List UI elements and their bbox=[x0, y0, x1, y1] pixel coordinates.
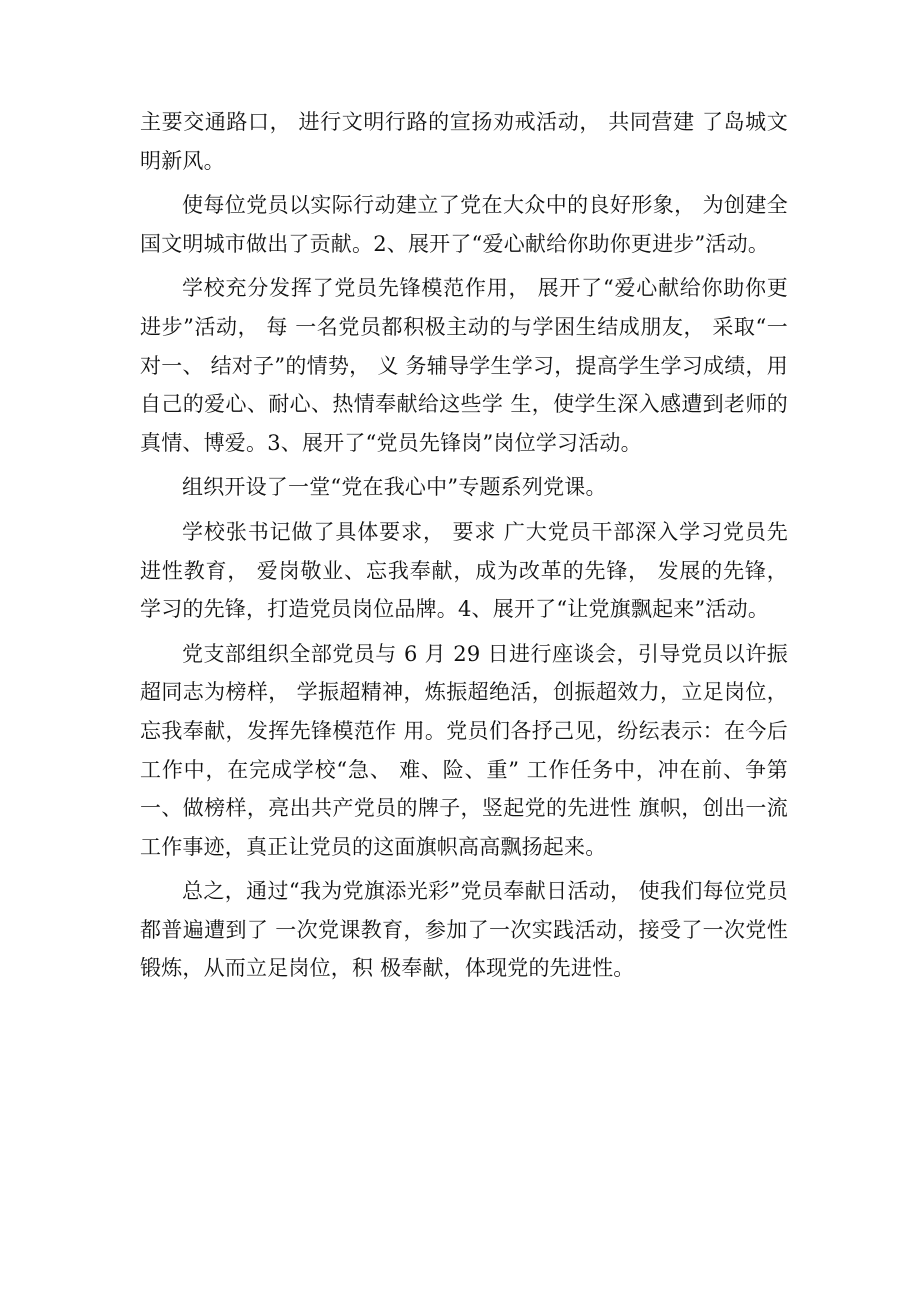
paragraph-3: 学校充分发挥了党员先锋模范作用， 展开了“爱心献给你助你更进步”活动， 每 一名党员都积极主动的与学困生结成朋友， 采取“一对一、 结对子”的情势， 义 务辅导学生学习，提高学生学习成绩，用自己的爱心、耐心、热情奉献给这些学 生，使学生深入感遭到老师的真情、博爱。3、展开了“党员先锋岗”岗位学习活动。 bbox=[140, 276, 788, 455]
paragraph-5: 学校张书记做了具体要求， 要求 广大党员干部深入学习党员先进性教育， 爱岗敬业、忘我奉献，成为改革的先锋， 发展的先锋，学习的先锋，打造党员岗位品牌。4、展开了“让党旗飘起来”活动。 bbox=[140, 519, 788, 622]
document-body bbox=[140, 103, 788, 994]
paragraph-1: 主要交通路口， 进行文明行路的宣扬劝戒活动， 共同营建 了岛城文明新风。 bbox=[140, 110, 788, 173]
paragraph-2: 使每位党员以实际行动建立了党在大众中的良好形象， 为创建全国文明城市做出了贡献。2、展开了“爱心献给你助你更进步”活动。 bbox=[140, 193, 788, 256]
paragraph-4: 组织开设了一堂“党在我心中”专题系列党课。 bbox=[182, 475, 607, 500]
paragraph-7: 总之，通过“我为党旗添光彩”党员奉献日活动， 使我们每位党员都普遍遭到了 一次党课教育，参加了一次实践活动，接受了一次党性锻炼，从而立足岗位，积 极奉献，体现党的先进性。 bbox=[140, 879, 788, 981]
paragraph-6: 党支部组织全部党员与 6 月 29 日进行座谈会，引导党员以许振超同志为榜样， 学振超精神，炼振超绝活，创振超效力，立足岗位，忘我奉献，发挥先锋模范作 用。党员们各抒己见，纷纭表示：在今后工作中，在完成学校“急、 难、险、重” 工作任务中，冲在前、争第一、做榜样，亮出共产党员的牌子，竖起党的先进性 旗帜，创出一流工作事迹，真正让党员的这面旗帜高高飘扬起来。 bbox=[140, 641, 788, 859]
